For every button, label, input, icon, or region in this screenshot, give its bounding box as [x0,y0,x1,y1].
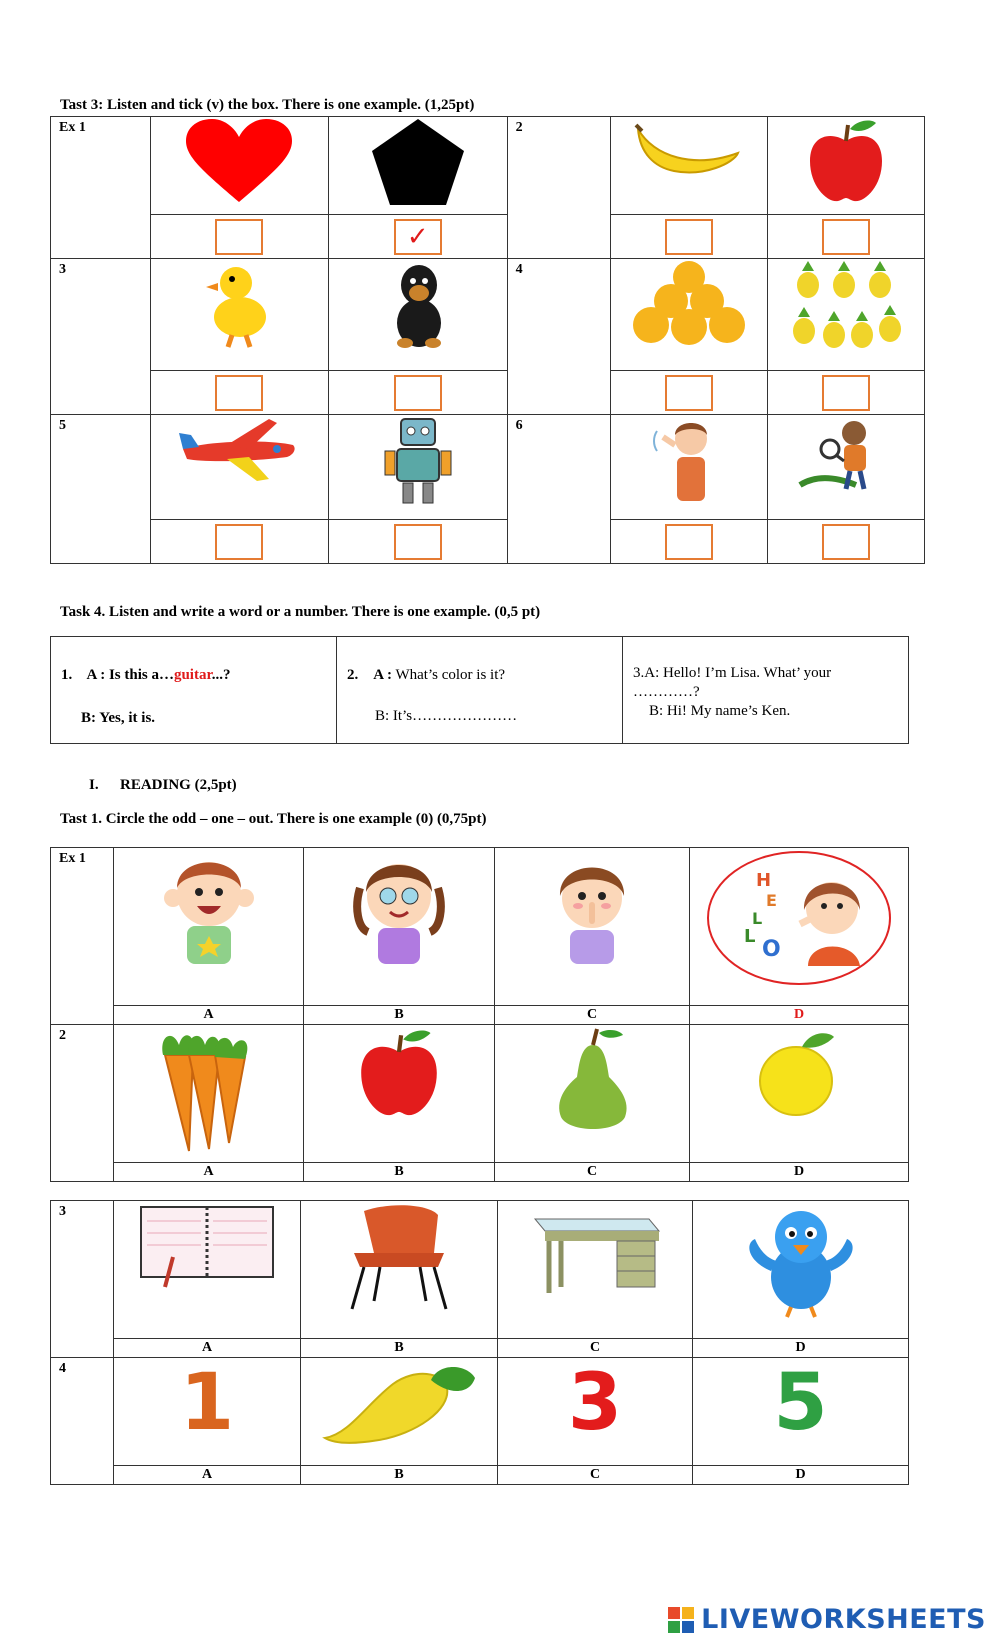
option-label[interactable]: A [114,1466,301,1485]
task3-table [50,116,925,564]
tick-box[interactable] [665,524,713,560]
tick-box[interactable] [215,219,263,255]
task3-heading: Tast 3: Listen and tick (v) the box. There is one example. (1,25pt) [60,97,475,113]
speaker-label: A : [373,667,392,683]
tick-mark: ✓ [406,221,429,252]
oranges-image [611,259,768,349]
digit-five: 5 [773,1358,828,1448]
tick-box[interactable] [394,524,442,560]
reading-row-label: 4 [59,1361,66,1376]
brand-text: LIVEWORKSHEETS [701,1604,986,1635]
girl-eyes-image [304,848,494,968]
reading-roman: I. [89,777,99,793]
tick-box[interactable] [822,219,870,255]
dialogue-line: B: Hi! My name’s Ken. [649,703,791,719]
pear-image [495,1025,689,1135]
answer-field[interactable]: B: It’s………………… [375,708,518,724]
boy-magnifier-image [768,415,924,495]
lemon-image [690,1025,908,1121]
heart-image [151,117,328,207]
bird-image [693,1201,908,1321]
chair-image [301,1201,497,1311]
hello-letter: E [766,891,777,910]
number-five-image [693,1358,908,1448]
response-text: B: Yes, it is. [81,710,156,726]
option-label[interactable]: B [304,1006,495,1025]
option-label[interactable]: B [304,1163,495,1182]
liveworksheets-logo-icon [667,1606,695,1634]
question-text: What’s color is it? [395,667,506,683]
digit-one: 1 [179,1358,235,1448]
option-label[interactable]: B [301,1466,498,1485]
answer-field[interactable]: …………? [633,684,700,700]
notebook-image [114,1201,300,1291]
boy-ears-image [114,848,303,968]
reading-row-label: 2 [59,1028,66,1043]
task3-row-label: Ex 1 [59,120,86,135]
plane-image [151,415,328,485]
option-label[interactable]: C [498,1339,693,1358]
option-label-selected[interactable]: D [690,1006,909,1025]
dialogue-line: 3.A: Hello! I’m Lisa. What’ your [633,665,832,681]
task3-row-label: 2 [515,120,523,135]
task3-row-label: 4 [515,262,523,277]
hello-letter: H [756,870,772,891]
liveworksheets-logo [667,1604,986,1635]
girl-listening-image [611,415,768,507]
hello-letter: L [744,926,756,947]
option-label[interactable]: A [114,1006,304,1025]
reading-title: READING (2,5pt) [120,777,237,793]
hello-letter: L [752,909,763,928]
apple-image [304,1025,494,1121]
tick-box[interactable] [215,375,263,411]
task4-cell-3 [623,637,909,744]
digit-three: 3 [567,1358,623,1448]
question-text: A : Is this a… [86,667,174,683]
dog-image [329,259,507,351]
reading-row-label: 3 [59,1204,66,1219]
task4-cell-2 [337,637,623,744]
reading-task1-heading: Tast 1. Circle the odd – one – out. There is one example (0) (0,75pt) [60,811,487,827]
task3-row-label: 5 [59,418,66,433]
carrots-image [114,1025,303,1155]
question-suffix: ...? [211,667,231,683]
tick-box[interactable] [215,524,263,560]
girl-hello-image [690,848,908,988]
number-three-image [498,1358,692,1448]
option-label[interactable]: D [690,1163,909,1182]
duck-image [151,259,328,349]
reading-table-1 [50,847,909,1182]
option-label[interactable]: C [495,1163,690,1182]
girl-nose-image [495,848,689,968]
banana-image [611,117,768,177]
hello-letter: O [762,937,781,962]
option-label[interactable]: D [693,1339,909,1358]
robot-image [329,415,507,507]
reading-table-2 [50,1200,909,1485]
pentagon-image [329,117,507,207]
task4-table [50,636,909,744]
tick-box[interactable] [394,375,442,411]
question-number: 1. [61,667,73,683]
pineapples-image [768,259,924,355]
task3-row-label: 3 [59,262,66,277]
number-one-image [114,1358,300,1448]
option-label[interactable]: D [693,1466,909,1485]
tick-box[interactable] [822,375,870,411]
option-label[interactable]: A [114,1163,304,1182]
option-label[interactable]: B [301,1339,498,1358]
tick-box[interactable] [822,524,870,560]
task4-cell-1 [51,637,337,744]
mango-image [301,1358,497,1448]
reading-row-label: Ex 1 [59,851,86,866]
question-number: 2. [347,667,359,683]
tick-box[interactable] [665,219,713,255]
option-label[interactable]: C [498,1466,693,1485]
tick-box-checked[interactable] [394,219,442,255]
desk-image [498,1201,692,1301]
task4-heading: Task 4. Listen and write a word or a number. There is one example. (0,5 pt) [60,604,541,620]
answer-field[interactable]: guitar [173,667,212,683]
task3-row-label: 6 [515,418,523,433]
apple-image [768,117,924,205]
option-label[interactable]: A [114,1339,301,1358]
tick-box[interactable] [665,375,713,411]
option-label[interactable]: C [495,1006,690,1025]
